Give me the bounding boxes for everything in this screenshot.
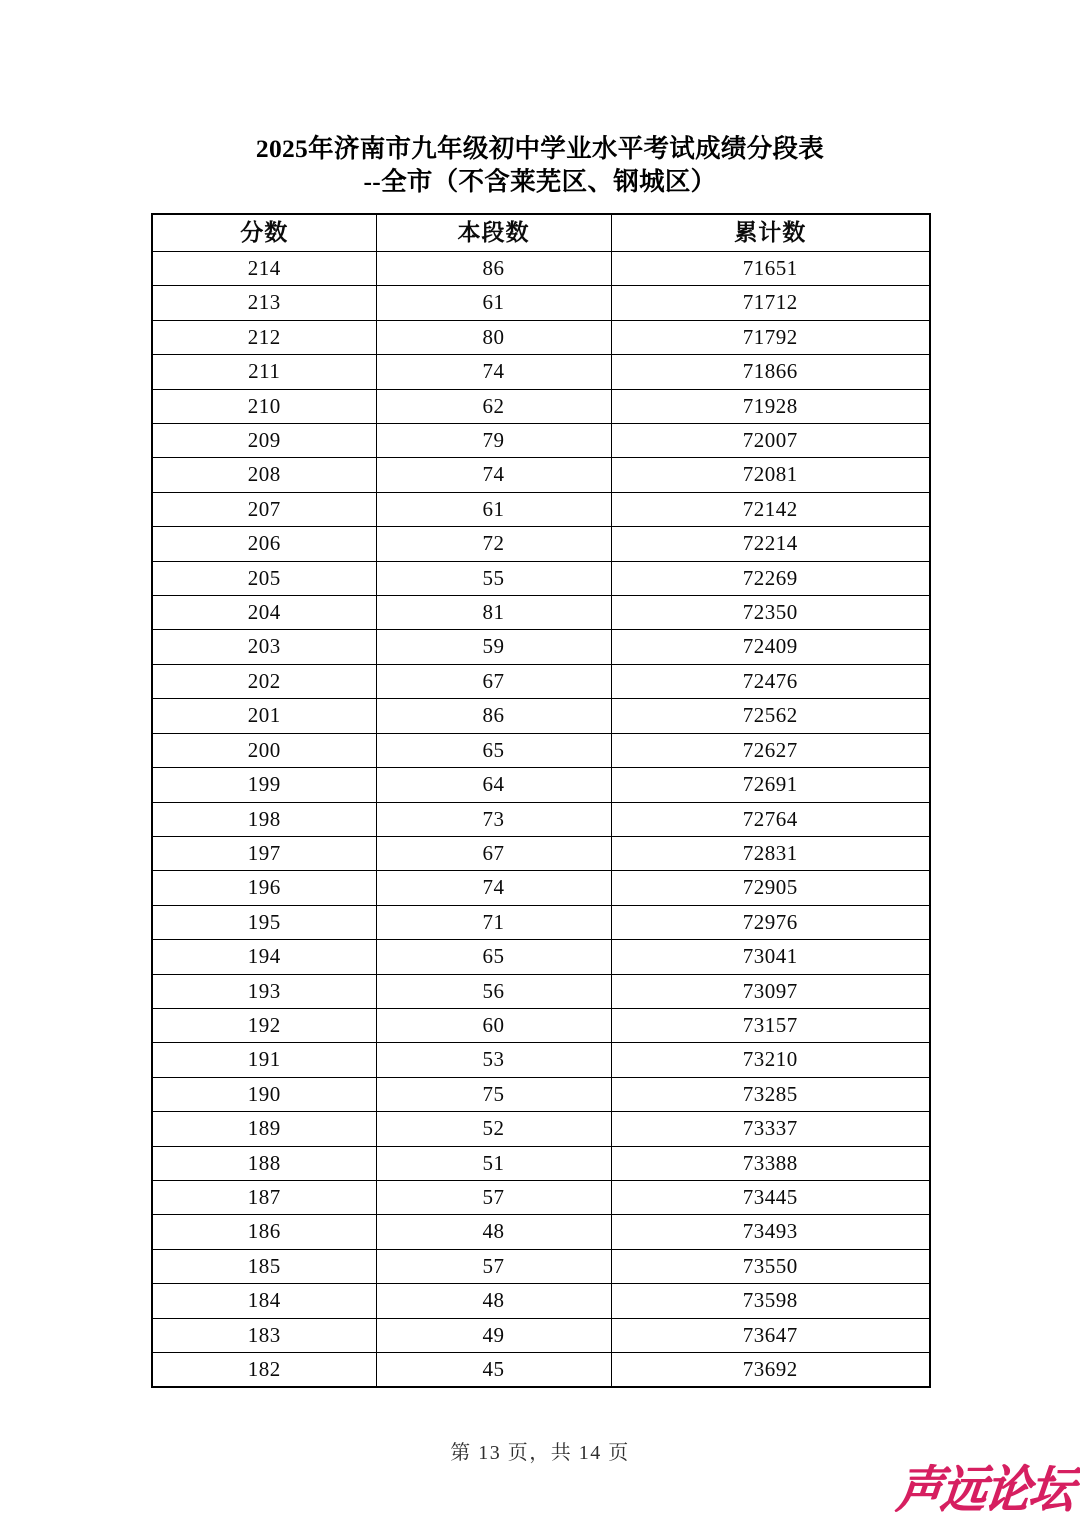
table-row bbox=[152, 1318, 930, 1352]
table-row bbox=[152, 630, 930, 664]
cell-cumulative-count: 72691 bbox=[611, 768, 930, 802]
cell-segment-count: 48 bbox=[376, 1284, 611, 1318]
cell-cumulative-count: 72142 bbox=[611, 492, 930, 526]
cell-cumulative-count: 73445 bbox=[611, 1180, 930, 1214]
cell-segment-count: 61 bbox=[376, 492, 611, 526]
cell-score: 210 bbox=[152, 389, 376, 423]
cell-score: 202 bbox=[152, 664, 376, 698]
table-row bbox=[152, 733, 930, 767]
page-number-footer: 第 13 页，共 14 页 bbox=[450, 1442, 630, 1464]
table-row bbox=[152, 1043, 930, 1077]
table-row bbox=[152, 1077, 930, 1111]
cell-score: 203 bbox=[152, 630, 376, 664]
cell-cumulative-count: 73692 bbox=[611, 1353, 930, 1388]
column-header-segment-count: 本段数 bbox=[376, 214, 611, 252]
cell-cumulative-count: 72269 bbox=[611, 561, 930, 595]
table-row bbox=[152, 492, 930, 526]
cell-segment-count: 86 bbox=[376, 699, 611, 733]
cell-score: 200 bbox=[152, 733, 376, 767]
cell-score: 192 bbox=[152, 1008, 376, 1042]
table-row bbox=[152, 1249, 930, 1283]
cell-segment-count: 80 bbox=[376, 320, 611, 354]
cell-segment-count: 64 bbox=[376, 768, 611, 802]
table-row bbox=[152, 527, 930, 561]
table-row bbox=[152, 389, 930, 423]
cell-score: 206 bbox=[152, 527, 376, 561]
cell-segment-count: 51 bbox=[376, 1146, 611, 1180]
cell-score: 194 bbox=[152, 940, 376, 974]
cell-score: 198 bbox=[152, 802, 376, 836]
score-distribution-table-wrapper bbox=[151, 213, 929, 1388]
cell-cumulative-count: 73493 bbox=[611, 1215, 930, 1249]
cell-score: 190 bbox=[152, 1077, 376, 1111]
cell-cumulative-count: 73041 bbox=[611, 940, 930, 974]
table-row bbox=[152, 768, 930, 802]
cell-cumulative-count: 72476 bbox=[611, 664, 930, 698]
cell-score: 211 bbox=[152, 355, 376, 389]
cell-cumulative-count: 72562 bbox=[611, 699, 930, 733]
cell-segment-count: 45 bbox=[376, 1353, 611, 1388]
table-header bbox=[152, 214, 930, 252]
cell-cumulative-count: 72214 bbox=[611, 527, 930, 561]
forum-watermark bbox=[857, 1460, 1077, 1519]
cell-cumulative-count: 71651 bbox=[611, 252, 930, 286]
cell-segment-count: 52 bbox=[376, 1112, 611, 1146]
cell-cumulative-count: 72081 bbox=[611, 458, 930, 492]
cell-segment-count: 59 bbox=[376, 630, 611, 664]
cell-score: 199 bbox=[152, 768, 376, 802]
table-row bbox=[152, 596, 930, 630]
cell-score: 207 bbox=[152, 492, 376, 526]
table-row bbox=[152, 871, 930, 905]
cell-cumulative-count: 72976 bbox=[611, 905, 930, 939]
cell-score: 183 bbox=[152, 1318, 376, 1352]
cell-segment-count: 49 bbox=[376, 1318, 611, 1352]
cell-segment-count: 67 bbox=[376, 836, 611, 870]
table-row bbox=[152, 699, 930, 733]
cell-segment-count: 73 bbox=[376, 802, 611, 836]
table-row bbox=[152, 252, 930, 286]
cell-score: 214 bbox=[152, 252, 376, 286]
table-row bbox=[152, 1180, 930, 1214]
cell-score: 204 bbox=[152, 596, 376, 630]
cell-segment-count: 71 bbox=[376, 905, 611, 939]
cell-cumulative-count: 71866 bbox=[611, 355, 930, 389]
cell-segment-count: 74 bbox=[376, 355, 611, 389]
table-row bbox=[152, 320, 930, 354]
cell-segment-count: 75 bbox=[376, 1077, 611, 1111]
cell-score: 209 bbox=[152, 424, 376, 458]
cell-segment-count: 81 bbox=[376, 596, 611, 630]
table-row bbox=[152, 836, 930, 870]
cell-cumulative-count: 73285 bbox=[611, 1077, 930, 1111]
cell-segment-count: 57 bbox=[376, 1249, 611, 1283]
table-row bbox=[152, 1284, 930, 1318]
cell-cumulative-count: 73157 bbox=[611, 1008, 930, 1042]
table-row bbox=[152, 1353, 930, 1388]
cell-cumulative-count: 72350 bbox=[611, 596, 930, 630]
cell-cumulative-count: 73598 bbox=[611, 1284, 930, 1318]
table-row bbox=[152, 1146, 930, 1180]
cell-segment-count: 79 bbox=[376, 424, 611, 458]
cell-score: 184 bbox=[152, 1284, 376, 1318]
cell-score: 195 bbox=[152, 905, 376, 939]
title-line-secondary: --全市（不含莱芜区、钢城区） bbox=[363, 167, 717, 196]
cell-segment-count: 74 bbox=[376, 871, 611, 905]
cell-segment-count: 65 bbox=[376, 733, 611, 767]
cell-score: 188 bbox=[152, 1146, 376, 1180]
cell-segment-count: 72 bbox=[376, 527, 611, 561]
cell-segment-count: 74 bbox=[376, 458, 611, 492]
cell-cumulative-count: 71928 bbox=[611, 389, 930, 423]
cell-score: 187 bbox=[152, 1180, 376, 1214]
cell-segment-count: 56 bbox=[376, 974, 611, 1008]
cell-segment-count: 67 bbox=[376, 664, 611, 698]
table-row bbox=[152, 561, 930, 595]
cell-cumulative-count: 72764 bbox=[611, 802, 930, 836]
cell-cumulative-count: 71712 bbox=[611, 286, 930, 320]
cell-segment-count: 60 bbox=[376, 1008, 611, 1042]
score-distribution-table bbox=[151, 213, 931, 1388]
cell-segment-count: 55 bbox=[376, 561, 611, 595]
table-row bbox=[152, 286, 930, 320]
cell-segment-count: 57 bbox=[376, 1180, 611, 1214]
cell-segment-count: 65 bbox=[376, 940, 611, 974]
column-header-cumulative-count: 累计数 bbox=[611, 214, 930, 252]
cell-score: 212 bbox=[152, 320, 376, 354]
document-title bbox=[0, 132, 1080, 199]
table-row bbox=[152, 1008, 930, 1042]
cell-score: 186 bbox=[152, 1215, 376, 1249]
table-row bbox=[152, 424, 930, 458]
cell-score: 201 bbox=[152, 699, 376, 733]
cell-score: 213 bbox=[152, 286, 376, 320]
table-row bbox=[152, 974, 930, 1008]
cell-segment-count: 48 bbox=[376, 1215, 611, 1249]
cell-score: 182 bbox=[152, 1353, 376, 1388]
cell-cumulative-count: 72007 bbox=[611, 424, 930, 458]
table-body bbox=[152, 252, 930, 1388]
table-header-row bbox=[152, 214, 930, 252]
cell-cumulative-count: 73550 bbox=[611, 1249, 930, 1283]
cell-score: 191 bbox=[152, 1043, 376, 1077]
cell-segment-count: 61 bbox=[376, 286, 611, 320]
cell-cumulative-count: 73337 bbox=[611, 1112, 930, 1146]
cell-score: 197 bbox=[152, 836, 376, 870]
cell-cumulative-count: 73388 bbox=[611, 1146, 930, 1180]
cell-cumulative-count: 72905 bbox=[611, 871, 930, 905]
cell-score: 193 bbox=[152, 974, 376, 1008]
table-row bbox=[152, 905, 930, 939]
cell-score: 196 bbox=[152, 871, 376, 905]
table-row bbox=[152, 355, 930, 389]
cell-score: 205 bbox=[152, 561, 376, 595]
cell-segment-count: 86 bbox=[376, 252, 611, 286]
cell-segment-count: 62 bbox=[376, 389, 611, 423]
column-header-score: 分数 bbox=[152, 214, 376, 252]
cell-cumulative-count: 72627 bbox=[611, 733, 930, 767]
cell-cumulative-count: 71792 bbox=[611, 320, 930, 354]
cell-score: 185 bbox=[152, 1249, 376, 1283]
table-row bbox=[152, 1112, 930, 1146]
table-row bbox=[152, 940, 930, 974]
watermark-text: 声远论坛 bbox=[893, 1460, 1077, 1518]
cell-cumulative-count: 72831 bbox=[611, 836, 930, 870]
cell-cumulative-count: 73210 bbox=[611, 1043, 930, 1077]
title-line-primary: 2025年济南市九年级初中学业水平考试成绩分段表 bbox=[255, 134, 825, 163]
table-row bbox=[152, 664, 930, 698]
cell-cumulative-count: 72409 bbox=[611, 630, 930, 664]
cell-cumulative-count: 73097 bbox=[611, 974, 930, 1008]
table-row bbox=[152, 458, 930, 492]
cell-cumulative-count: 73647 bbox=[611, 1318, 930, 1352]
cell-score: 189 bbox=[152, 1112, 376, 1146]
table-row bbox=[152, 1215, 930, 1249]
cell-score: 208 bbox=[152, 458, 376, 492]
table-row bbox=[152, 802, 930, 836]
cell-segment-count: 53 bbox=[376, 1043, 611, 1077]
